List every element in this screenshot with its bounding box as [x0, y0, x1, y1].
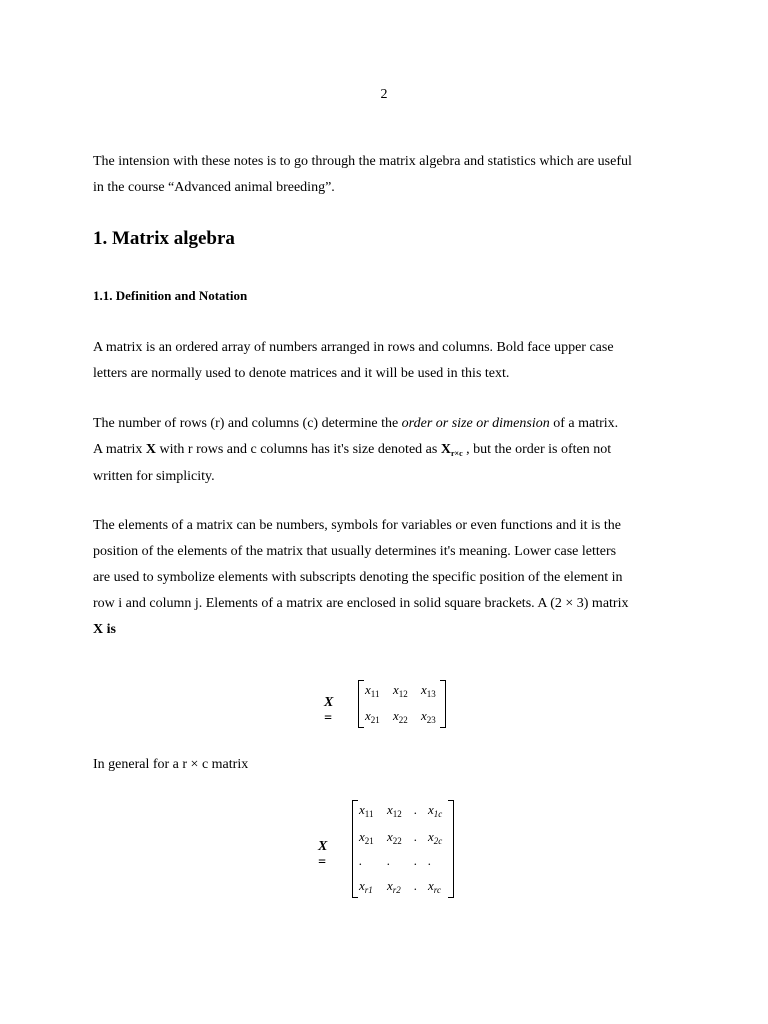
- matrix-element: [365, 682, 379, 698]
- matrix-element: [428, 829, 442, 845]
- element-subscript: 2c: [433, 836, 443, 846]
- matrix-element: [359, 878, 373, 894]
- matrix-element: [428, 802, 442, 818]
- element-symbol: .: [387, 853, 391, 868]
- elements-line-2: position of the elements of the matrix that usually determines it's meaning. Lower case letters: [93, 544, 617, 559]
- matrix-element: [428, 853, 431, 869]
- element-symbol: x: [387, 878, 393, 893]
- definition-paragraph: [93, 335, 693, 387]
- intro-line-1: The intension with these notes is to go through the matrix algebra and statistics which are useful: [93, 154, 632, 169]
- element-symbol: .: [428, 853, 432, 868]
- matrix-element: [387, 829, 402, 845]
- element-symbol: x: [393, 708, 399, 723]
- definition-line-2: letters are normally used to denote matrices and it will be used in this text.: [93, 366, 510, 381]
- matrix-element: [387, 878, 401, 894]
- definition-line-1: A matrix is an ordered array of numbers arranged in rows and columns. Bold face upper case: [93, 340, 614, 355]
- elements-paragraph: [93, 513, 693, 643]
- elements-line-1: The elements of a matrix can be numbers, symbols for variables or even functions and it is the: [93, 518, 621, 533]
- matrix-element: [387, 853, 390, 869]
- left-bracket: [352, 800, 358, 898]
- element-symbol: .: [414, 853, 418, 868]
- element-subscript: 12: [398, 689, 408, 699]
- element-symbol: x: [359, 829, 365, 844]
- matrix-element: [359, 853, 362, 869]
- matrix-size-symbol: [441, 442, 463, 457]
- matrix-element: [387, 802, 402, 818]
- element-symbol: .: [414, 878, 418, 893]
- order-line2-start: A matrix: [93, 442, 146, 457]
- bold-matrix-symbol: X: [145, 442, 157, 457]
- element-symbol: .: [359, 853, 363, 868]
- matrix-element: [359, 829, 374, 845]
- page-number: 2: [380, 87, 388, 102]
- element-subscript: 1c: [433, 809, 443, 819]
- matrix-element: [414, 878, 417, 894]
- matrix-element: [421, 682, 436, 698]
- general-text: In general for a r × c matrix: [93, 757, 249, 772]
- matrix-element: [428, 878, 441, 894]
- element-symbol: x: [359, 802, 365, 817]
- element-subscript: 13: [426, 689, 436, 699]
- order-text-end: of a matrix.: [549, 416, 619, 431]
- element-subscript: 21: [370, 715, 380, 725]
- order-paragraph: [93, 411, 693, 490]
- element-subscript: 12: [392, 809, 402, 819]
- element-symbol: x: [421, 708, 427, 723]
- order-text: The number of rows (r) and columns (c) determine the: [93, 416, 402, 431]
- order-line2-mid: with r rows and c columns has it's size denoted as: [156, 442, 441, 457]
- element-symbol: x: [365, 682, 371, 697]
- element-subscript: 11: [364, 809, 374, 819]
- element-symbol: .: [414, 802, 418, 817]
- element-subscript: rc: [433, 885, 441, 895]
- matrix-lhs: X =: [318, 839, 328, 870]
- elements-line-5: [93, 622, 116, 637]
- right-bracket: [448, 800, 454, 898]
- elements-line-3: are used to symbolize elements with subscripts denoting the specific position of the element in: [93, 570, 623, 585]
- element-subscript: 11: [370, 689, 380, 699]
- element-subscript: 21: [364, 836, 374, 846]
- element-symbol: x: [428, 829, 434, 844]
- element-subscript: 23: [426, 715, 436, 725]
- element-subscript: 22: [392, 836, 402, 846]
- element-subscript: 22: [398, 715, 408, 725]
- elements-line-4: row i and column j. Elements of a matrix are enclosed in solid square brackets. A (2 × 3) matrix: [93, 596, 629, 611]
- element-symbol: x: [359, 878, 365, 893]
- matrix-lhs: X =: [324, 695, 334, 726]
- element-symbol: x: [428, 878, 434, 893]
- element-symbol: x: [387, 829, 393, 844]
- element-symbol: .: [414, 829, 418, 844]
- order-emphasis: order or size or dimension: [401, 416, 550, 431]
- intro-paragraph: [93, 149, 693, 201]
- intro-line-2: in the course “Advanced animal breeding”.: [93, 180, 335, 195]
- element-subscript: r2: [392, 885, 401, 895]
- element-symbol: x: [428, 802, 434, 817]
- matrix-element: [414, 802, 417, 818]
- right-bracket: [440, 680, 446, 728]
- matrix-element: [365, 708, 380, 724]
- matrix-element: [359, 802, 373, 818]
- matrix-element: [414, 829, 417, 845]
- element-symbol: x: [393, 682, 399, 697]
- elements-line-5-text: X is: [93, 622, 116, 637]
- size-subscript: r×c: [450, 449, 463, 458]
- matrix-element: [414, 853, 417, 869]
- size-symbol-letter: X: [440, 442, 451, 457]
- subsection-heading: 1.1. Definition and Notation: [93, 288, 248, 303]
- section-heading: 1. Matrix algebra: [93, 228, 235, 249]
- left-bracket: [358, 680, 364, 728]
- element-subscript: r1: [364, 885, 373, 895]
- matrix-element: [421, 708, 436, 724]
- element-symbol: x: [421, 682, 427, 697]
- element-symbol: x: [387, 802, 393, 817]
- order-line3: written for simplicity.: [93, 469, 215, 484]
- order-line2-end: , but the order is often not: [462, 442, 612, 457]
- element-symbol: x: [365, 708, 371, 723]
- matrix-element: [393, 682, 408, 698]
- matrix-element: [393, 708, 408, 724]
